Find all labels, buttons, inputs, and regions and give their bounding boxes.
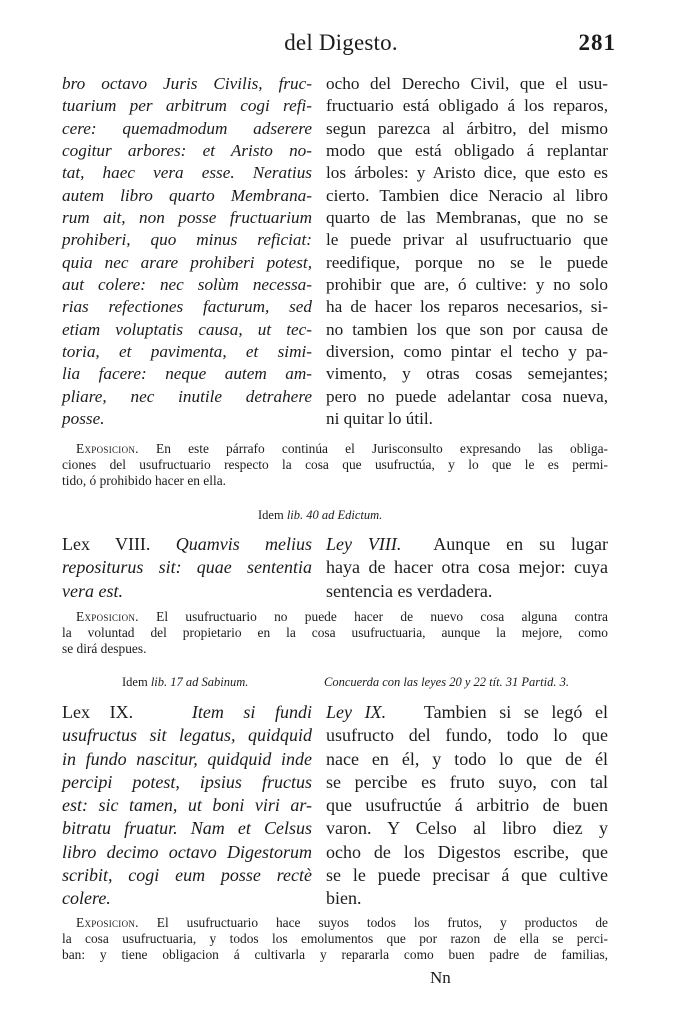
latin-line: quia nec arare prohiberi potest, xyxy=(62,252,312,272)
latin-line: cogitur arbores: et Aristo no- xyxy=(62,141,312,161)
latin-line: aut colere: nec solùm necessa- xyxy=(62,275,312,295)
exposicion-text: En este párrafo continúa el Jurisconsulto expresando las obliga- xyxy=(138,441,608,456)
spanish-line: ocho del Derecho Civil, que el usu- xyxy=(326,74,608,93)
spanish-line: los árboles: y Aristo dice, que esto es xyxy=(326,163,608,183)
latin-line: rum ait, non posse fructuarium xyxy=(62,208,312,228)
spanish-line: reedifique, porque no se le puede xyxy=(326,252,608,272)
ley-heading: Ley VIII. xyxy=(326,534,402,554)
spanish-line: varon. Y Celso al libro diez y xyxy=(326,818,608,839)
latin-line: in fundo nascitur, quidquid inde xyxy=(62,748,312,769)
source-reference xyxy=(258,508,382,523)
exposicion-block-2 xyxy=(62,609,608,656)
latin-line: repositurus sit: quae sententia xyxy=(62,557,312,578)
latin-line xyxy=(62,701,312,724)
reference-citation: lib. 40 ad Edictum. xyxy=(286,508,383,522)
latin-line: toria, et pavimenta, et simi- xyxy=(62,342,312,362)
spanish-line: haya de hacer otra cosa mejor: cuya xyxy=(326,557,608,578)
latin-line: bro octavo Juris Civilis, fruc- xyxy=(62,74,312,93)
spanish-text: Aunque en su lugar xyxy=(433,534,609,554)
reference-prefix: Idem xyxy=(122,675,151,689)
spanish-line: bien. xyxy=(326,888,362,909)
exposicion-block-3 xyxy=(62,915,608,962)
concordance-reference xyxy=(324,675,569,690)
latin-text: Item si fundi xyxy=(191,702,313,722)
latin-line: rias refectiones facturum, sed xyxy=(62,297,312,317)
spanish-line: ocho de los Digestos escribe, que xyxy=(326,841,608,862)
spanish-line: prohibir que are, ó cultive: y no solo xyxy=(326,275,608,295)
latin-line: est: sic tamen, ut boni viri ar- xyxy=(62,795,312,816)
ley-heading: Ley IX. xyxy=(326,702,387,722)
spanish-line: usufructo del fundo, todo lo que xyxy=(326,725,608,746)
spanish-line: vimento, y otras cosas semejantes; xyxy=(326,364,608,384)
spanish-line: pero no puede adelantar cosa nueva, xyxy=(326,386,608,406)
latin-column-1 xyxy=(62,73,312,431)
latin-column-3 xyxy=(62,701,312,911)
spanish-line xyxy=(326,533,608,556)
latin-line: etiam voluptatis causa, ut tec- xyxy=(62,319,312,339)
exposicion-text: El usufructuario hace suyos todos los frutos, y productos de xyxy=(138,915,608,930)
latin-line: prohiberi, quo minus reficiat: xyxy=(62,230,312,250)
latin-line: tat, haec vera esse. Neratius xyxy=(62,163,312,183)
spanish-line: ha de hacer los reparos necesarios, si- xyxy=(326,297,608,317)
concordance-text: Concuerda con las leyes 20 y 22 tít. 31 Partid. 3. xyxy=(324,675,569,689)
latin-line xyxy=(62,533,312,556)
exposicion-line: ciones del usufructuario respecto la cosa que usufructúa, y lo que le es permi- xyxy=(62,456,608,472)
spanish-line: no tambien los que son por causa de xyxy=(326,319,608,339)
reference-citation: lib. 17 ad Sabinum. xyxy=(150,675,249,689)
page-number: 281 xyxy=(578,30,616,55)
spanish-line: nace en él, y todo lo que de él xyxy=(326,748,608,769)
exposicion-line xyxy=(62,915,608,931)
exposicion-label: Exposicion. xyxy=(76,441,139,456)
spanish-column-3 xyxy=(326,701,608,911)
spanish-line: quarto de las Membranas, que no se xyxy=(326,208,608,228)
spanish-column-1 xyxy=(326,73,608,431)
latin-column-2 xyxy=(62,533,312,603)
spanish-line: ni quitar lo útil. xyxy=(326,409,433,429)
lex-heading: Lex IX. xyxy=(62,702,134,722)
signature-mark: Nn xyxy=(430,968,451,987)
spanish-column-2 xyxy=(326,533,608,603)
exposicion-line: ban: y tiene obligacion á cultivarla y repararla como buen padre de familias, xyxy=(62,946,608,962)
spanish-line: sentencia es verdadera. xyxy=(326,580,493,601)
spanish-line: se le puede precisar á que cultive xyxy=(326,865,608,886)
latin-line: vera est. xyxy=(62,580,123,601)
exposicion-label: Exposicion. xyxy=(76,609,139,624)
spanish-text: Tambien si se legó el xyxy=(423,702,609,722)
latin-line: autem libro quarto Membrana- xyxy=(62,185,312,205)
spanish-line: le puede privar al usufructuario que xyxy=(326,230,608,250)
latin-line: bitratu fruatur. Nam et Celsus xyxy=(62,818,312,839)
latin-line: posse. xyxy=(62,409,105,429)
latin-line: tuarium per arbitrum cogi refi- xyxy=(62,96,312,116)
exposicion-line xyxy=(62,609,608,625)
exposicion-label: Exposicion. xyxy=(76,915,139,930)
exposicion-text: El usufructuario no puede hacer de nuevo cosa alguna contra xyxy=(138,609,608,624)
spanish-line: segun parezca al árbitro, del mismo xyxy=(326,118,608,138)
latin-text: Quamvis melius xyxy=(175,534,313,554)
spanish-line: diversion, como pintar el techo y pa- xyxy=(326,342,608,362)
latin-line: cere: quemadmodum adserere xyxy=(62,118,312,138)
latin-line: percipi potest, ipsius fructus xyxy=(62,771,312,792)
exposicion-line xyxy=(62,441,608,457)
latin-line: usufructus sit legatus, quidquid xyxy=(62,725,312,746)
spanish-line: se percibe es fruto suyo, con tal xyxy=(326,771,608,792)
spanish-line: cierto. Tambien dice Neracio al libro xyxy=(326,185,608,205)
exposicion-line: tido, ó prohibido hacer en ella. xyxy=(62,472,226,488)
spanish-line xyxy=(326,701,608,724)
spanish-line: fructuario está obligado á los reparos, xyxy=(326,96,608,116)
source-reference xyxy=(122,675,248,690)
exposicion-line: la cosa usufructuaria, y todos los emolumentos que por razon de ella se perci- xyxy=(62,930,608,946)
latin-line: pliare, nec inutile detrahere xyxy=(62,386,312,406)
spanish-line: que usufructúe á arbitrio de buen xyxy=(326,795,608,816)
exposicion-line: la voluntad del propietario en la cosa usufructuaria, aunque la mejore, como xyxy=(62,624,608,640)
latin-line: scribit, cogi eum posse rectè xyxy=(62,865,312,886)
exposicion-line: se dirá despues. xyxy=(62,640,147,656)
spanish-line: modo que está obligado á replantar xyxy=(326,141,608,161)
page-header-title: del Digesto. xyxy=(284,30,398,55)
latin-line: colere. xyxy=(62,888,111,909)
latin-line: lia facere: neque autem am- xyxy=(62,364,312,384)
lex-heading: Lex VIII. xyxy=(62,534,151,554)
reference-prefix: Idem xyxy=(258,508,287,522)
exposicion-block-1 xyxy=(62,441,608,488)
latin-line: libro decimo octavo Digestorum xyxy=(62,841,312,862)
